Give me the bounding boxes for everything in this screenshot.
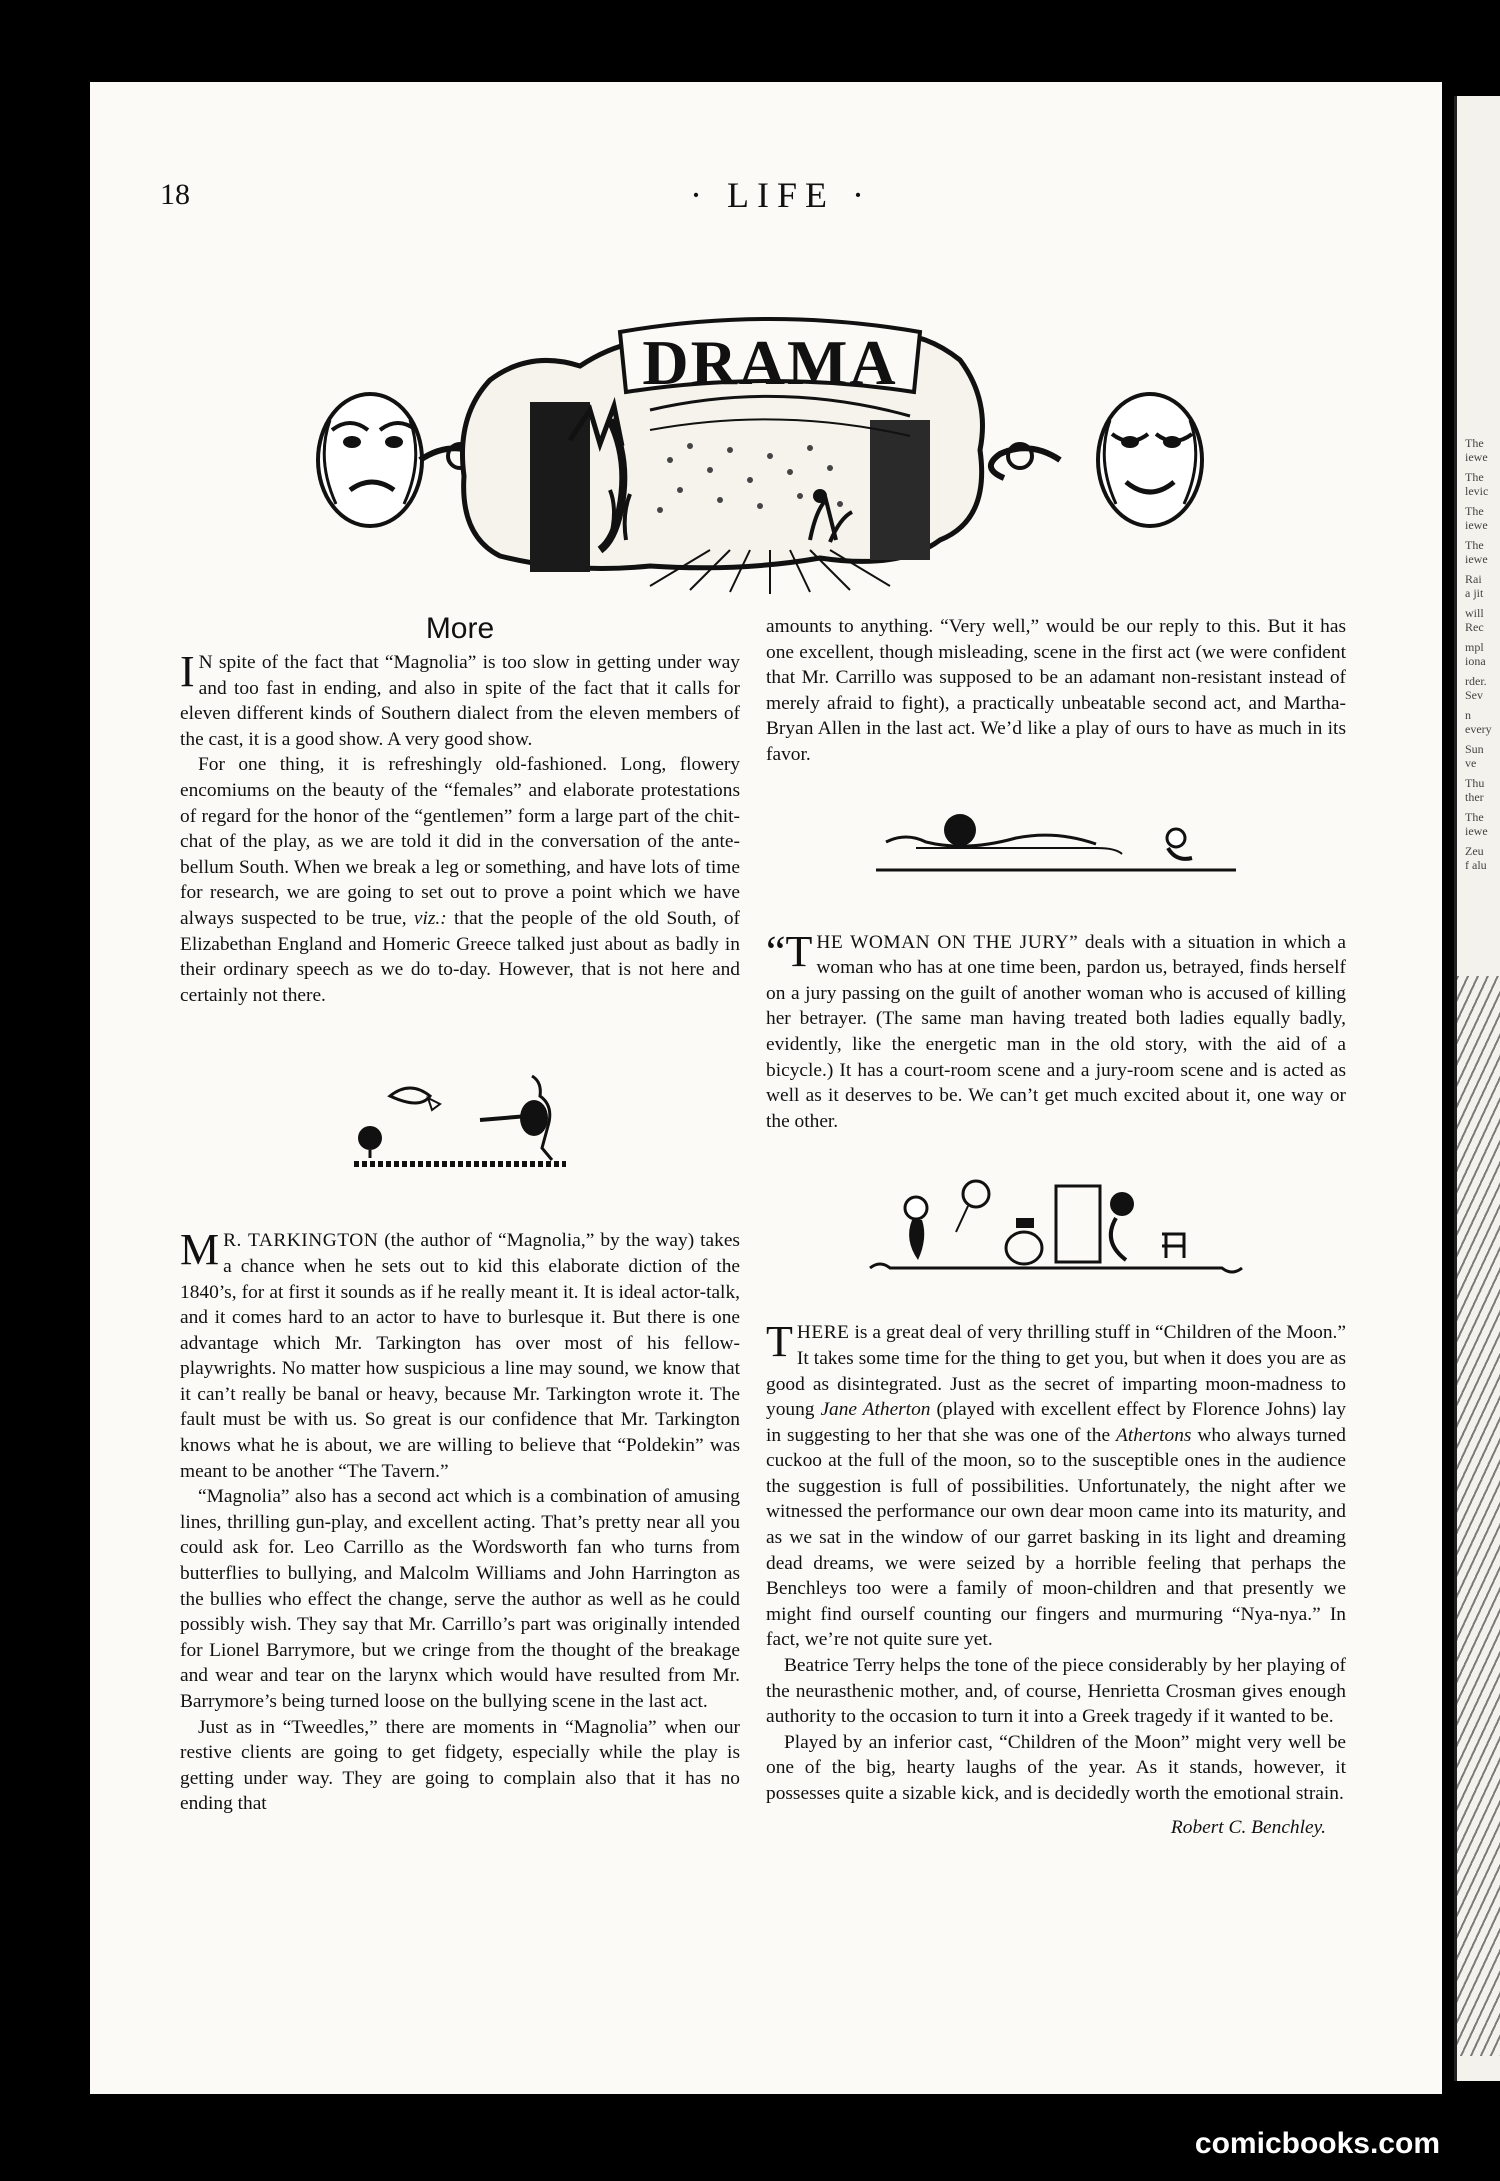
paragraph-old-fashioned: For one thing, it is refreshingly old-fashioned. Long, flowery encomiums on the beauty of the “females” and elaborate protestations of regard for the honor of the “gentlemen” form a large part of the chit-chat of the play, as we are told it did in the conversation of the ante-bellum South. When we break a leg or something, and have lots of time for research, we are going to set out to prove a point which we have always suspected to be true, viz.: that the people of the old South, of Elizabethan England and Homeric Greece talked just about as badly in their ordinary speech as we do to-day. However, that is not here and certainly not there. (180, 754, 740, 1006)
adjacent-page-text-fragment: f alu (1465, 858, 1487, 872)
adjacent-page-text-fragment: Zeu (1465, 844, 1484, 858)
drop-cap: “T (766, 926, 813, 976)
drama-header-illustration (310, 310, 1230, 594)
paragraph-tarkington: M R. TARKINGTON (the author of “Magnolia,” by the way) takes a chance when he sets out to kid this elaborate diction of the 1840’s, for at first it sounds as if he really meant it. It is ideal actor-talk, and it comes hard to an actor to have to burlesque it. But there is one advantage which Mr. Tarkington has over most of his fellow-playwrights. No matter how suspicious a line may sound, we know that it can’t really be banal or heavy, because Mr. Tarkington wrote it. The fault must be with us. So great is our confidence that Mr. Tarkington knows what he is about, we are willing to believe that “Poldekin” was meant to be another “The Tavern.” (180, 1225, 740, 1482)
adjacent-page-text-fragment: n (1465, 708, 1471, 722)
adjacent-page-text-fragment: The (1465, 538, 1484, 552)
adjacent-page-text-fragment: The (1465, 470, 1484, 484)
adjacent-page-text-fragment: The (1465, 810, 1484, 824)
reclining-figures-vignette (876, 808, 1236, 878)
adjacent-page-text-fragment: ther (1465, 790, 1484, 804)
adjacent-page-text-fragment: iona (1465, 654, 1486, 668)
adjacent-page-text-fragment: iewe (1465, 518, 1488, 532)
drama-banner-text: DRAMA (642, 327, 898, 398)
paragraph-woman-on-jury: “THE WOMAN ON THE JURY” deals with a situation in which a woman who has at one time been, pardon us, betrayed, finds herself on a jury passing on the guilt of another woman who is accused of killing her betrayer. (The same man having treated both ladies equally badly, evidently, like the energetic man in the old story, with the aid of a bicycle.) It has a court-room scene and a jury-room scene and is acted as well as it deserves to be. We can’t get much excited about it, one way or the other. (766, 926, 1346, 1132)
adjacent-page-text-fragment: will (1465, 606, 1484, 620)
paragraph-tweedles: Just as in “Tweedles,” there are moments in “Magnolia” when our restive clients are going to get fidgety, especially while the play is getting under way. They are going to complain also that it has no ending that (180, 1716, 740, 1815)
adjacent-page-text-fragment: a jit (1465, 586, 1484, 600)
paragraph-magnolia-intro: I N spite of the fact that “Magnolia” is too slow in getting under way and too fast in ending, and also in spite of the fact that it calls for eleven different kinds of Southern dialect from the eleven members of the cast, it is a good show. A very good show. (180, 647, 740, 750)
paragraph-continued: amounts to anything. “Very well,” would be our reply to this. But it has one excellent, though misleading, scene in the first act (we were confident that Mr. Carrillo was supposed to be an adamant non-resistant instead of merely afraid to fight), a practically unbeatable second act, and Martha-Bryan Allen in the last act. We’d like a play of ours to have as much in its favor. (766, 616, 1346, 765)
paragraph-children-of-moon: THERE is a great deal of very thrilling stuff in “Children of the Moon.” It takes some time for the thing to get you, but when it does you are as good as disintegrated. Just as the secret of imparting moon-madness to young Jane Atherton (played with excellent effect by Florence Johns) lay in suggesting to her that she was one of the Athertons who always turned cuckoo at the full of the moon, so to the susceptible ones in the audience the suggestion is full of possibilities. Unfortunately, the night after we witnessed the performance our own dear moon came into its maturity, and as we sat in the window of our garret basking in its light and dreaming dead dreams, we were seized by a horrible feeling that perhaps the Benchleys too were a family of moon-children and that presently we might find ourself counting our fingers and murmuring “Nya-nya.” In fact, we’re not quite sure yet. (766, 1317, 1347, 1651)
adjacent-page-text-fragment: mpl (1465, 640, 1484, 654)
page-number: 18 (160, 178, 190, 211)
adjacent-page-text-fragment: every (1465, 722, 1492, 736)
adjacent-page-text-fragment: ve (1465, 756, 1477, 770)
left-column (180, 614, 740, 1817)
site-watermark: comicbooks.com (1194, 2127, 1440, 2160)
adjacent-page-edge (1454, 96, 1500, 2081)
adjacent-page-text-fragment: The (1465, 436, 1484, 450)
adjacent-page-text-fragment: Rec (1465, 620, 1484, 634)
adjacent-page-text-fragment: iewe (1465, 450, 1488, 464)
adjacent-page-text-fragment: iewe (1465, 824, 1488, 838)
comedy-mask-right (991, 394, 1202, 526)
paragraph-beatrice-terry: Beatrice Terry helps the tone of the piece considerably by her playing of the neurasthenic mother, and, of course, Henrietta Crosman gives enough authority to the occasion to turn it into a Greek tragedy if it wanted to be. (766, 1655, 1346, 1728)
paragraph-second-act: “Magnolia” also has a second act which is a combination of amusing lines, thrilling gun-play, and excellent acting. That’s pretty near all you could ask for. Leo Carrillo as the Wordsworth fan who turns from butterflies to bullying, and Malcolm Williams and John Harrington as the bullies who effect the change, serve the author as well as he could possibly wish. They say that Mr. Carrillo’s part was originally intended for Lionel Barrymore, but we cringe from the thought of the breakage and wear and tear on the larynx which would have resulted from Mr. Barrymore’s being turned loose on the bullying scene in the last act. (180, 1486, 740, 1712)
drop-cap: M (180, 1225, 220, 1275)
drop-cap: T (766, 1317, 793, 1367)
drama-banner (620, 319, 920, 398)
children-of-moon-vignette (866, 1172, 1246, 1282)
section-title: More (425, 612, 495, 645)
adjacent-page-text-fragment: Rai (1465, 572, 1482, 586)
magazine-page (90, 82, 1442, 2094)
drop-cap: I (180, 647, 195, 696)
right-column (766, 614, 1346, 1840)
adjacent-page-text-fragment: The (1465, 504, 1484, 518)
masthead: · LIFE · (690, 175, 872, 215)
paragraph-inferior-cast: Played by an inferior cast, “Children of the Moon” might very well be one of the big, hearty laughs of the year. As it stands, however, it possesses quite a sizable kick, and is decidedly worth the emotional strain. (766, 1731, 1346, 1804)
adjacent-page-text-fragment: Thu (1465, 776, 1485, 790)
adjacent-page-text-fragment: Sev (1465, 688, 1483, 702)
adjacent-page-text-fragment: Sun (1465, 742, 1484, 756)
adjacent-page-text-fragment: rder. (1465, 674, 1487, 688)
adjacent-page-illustration (1457, 976, 1500, 2056)
adjacent-page-text-fragment: levic (1465, 484, 1489, 498)
hunter-vignette (350, 1066, 570, 1176)
adjacent-page-text-fragment: iewe (1465, 552, 1488, 566)
author-signature: Robert C. Benchley. (1170, 1816, 1326, 1838)
